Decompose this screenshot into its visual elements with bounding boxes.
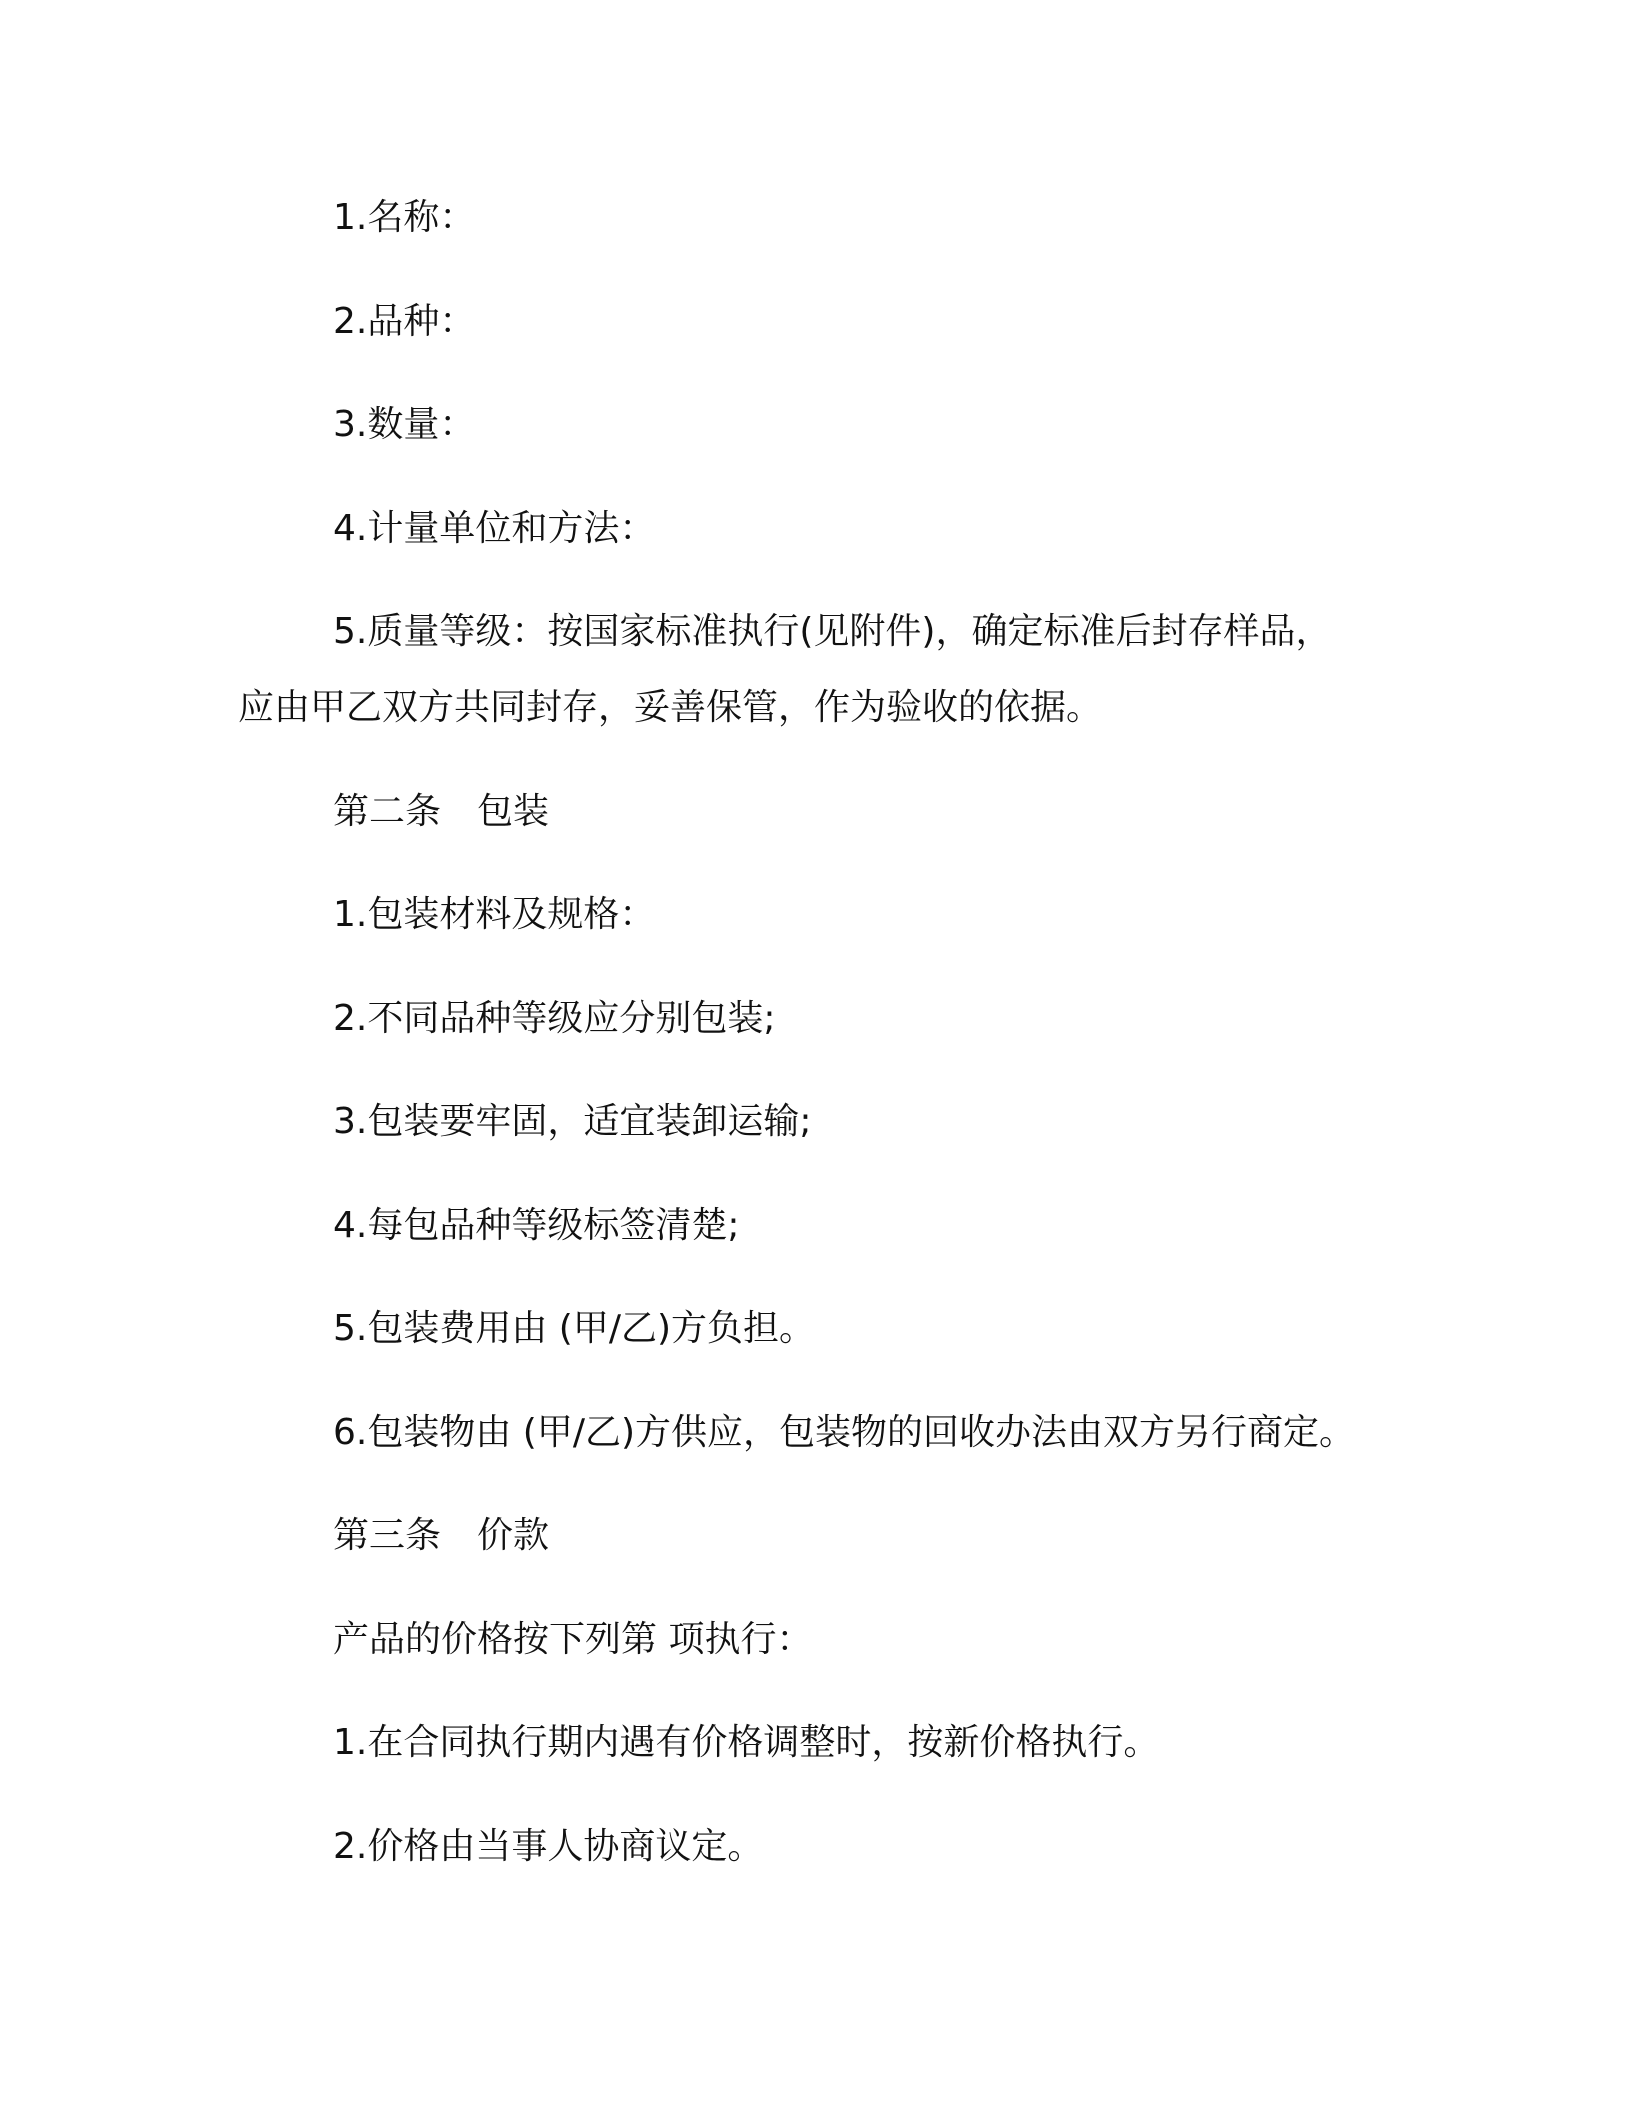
item-quantity: 3.数量： — [333, 404, 476, 445]
price-intro: 产品的价格按下列第 项执行： — [333, 1619, 813, 1660]
heading-number: 第三条 — [333, 1515, 442, 1556]
section-heading-price — [333, 1514, 549, 1558]
heading-number: 第二条 — [333, 791, 442, 832]
packaging-item-2: 2.不同品种等级应分别包装; — [333, 998, 776, 1039]
item-variety: 2.品种： — [333, 301, 476, 342]
packaging-item-4: 4.每包品种等级标签清楚; — [333, 1205, 740, 1246]
packaging-item-6: 6.包装物由 (甲/乙)方供应，包装物的回收办法由双方另行商定。 — [333, 1412, 1356, 1453]
packaging-item-1: 1.包装材料及规格： — [333, 894, 656, 935]
heading-title: 价款 — [477, 1515, 550, 1556]
price-item-2: 2.价格由当事人协商议定。 — [333, 1826, 764, 1867]
item-quality-line1: 5.质量等级：按国家标准执行(见附件)，确定标准后封存样品， — [333, 611, 1332, 652]
item-quality-line2: 应由甲乙双方共同封存，妥善保管，作为验收的依据。 — [238, 687, 1103, 728]
packaging-item-5: 5.包装费用由 (甲/乙)方负担。 — [333, 1308, 816, 1349]
heading-title: 包装 — [477, 791, 550, 832]
item-measurement: 4.计量单位和方法： — [333, 508, 656, 549]
section-heading-packaging — [333, 790, 549, 834]
price-item-1: 1.在合同执行期内遇有价格调整时，按新价格执行。 — [333, 1722, 1160, 1763]
item-name: 1.名称： — [333, 197, 476, 238]
packaging-item-3: 3.包装要牢固，适宜装卸运输; — [333, 1101, 812, 1142]
